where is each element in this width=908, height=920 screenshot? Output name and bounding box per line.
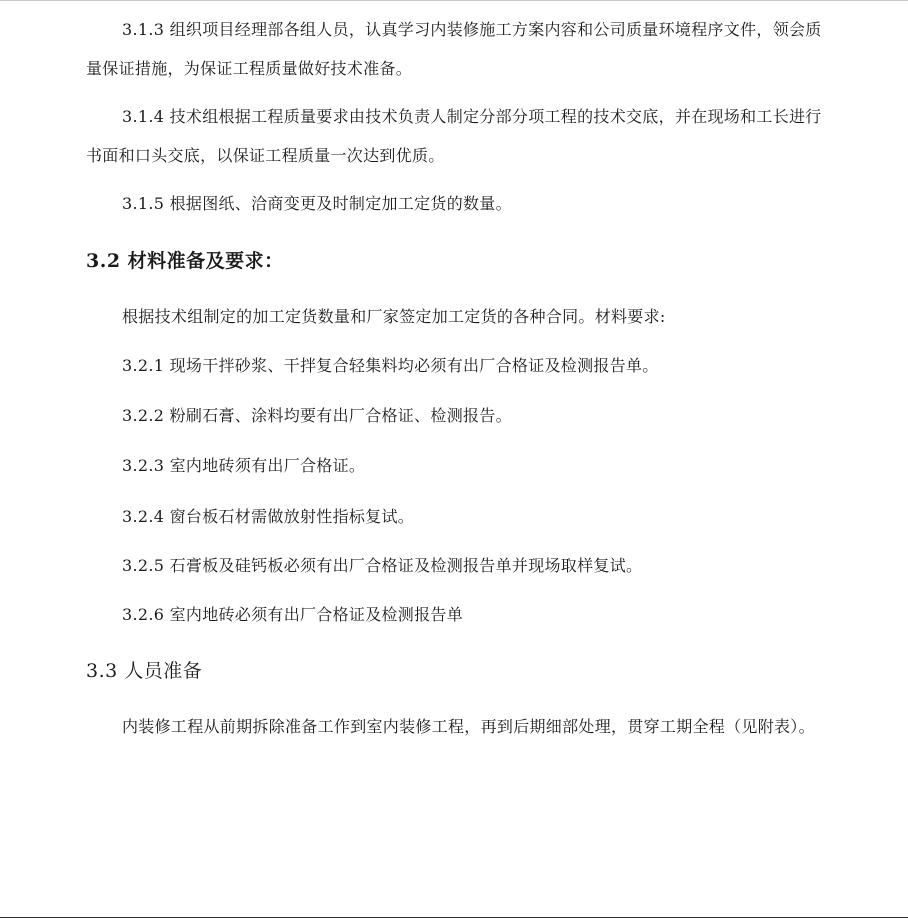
heading-3-3: 3.3 人员准备	[86, 660, 203, 682]
paragraph-3-1-4: 3.1.4 技术组根据工程质量要求由技术负责人制定分部分项工程的技术交底，并在现场和工长进行书面和口头交底，以保证工程质量一次达到优质。	[86, 107, 822, 165]
paragraph-3-1-3: 3.1.3 组织项目经理部各组人员，认真学习内装修施工方案内容和公司质量环境程序文件，领会质量保证措施，为保证工程质量做好技术准备。	[86, 20, 822, 78]
bottom-border	[0, 917, 908, 918]
paragraph-3-2-6: 3.2.6 室内地砖必须有出厂合格证及检测报告单	[122, 605, 463, 624]
paragraph-3-2-3: 3.2.3 室内地砖须有出厂合格证。	[122, 456, 366, 475]
paragraph-3-2-intro: 根据技术组制定的加工定货数量和厂家签定加工定货的各种合同。材料要求:	[122, 307, 666, 326]
paragraph-3-2-2: 3.2.2 粉刷石膏、涂料均要有出厂合格证、检测报告。	[122, 406, 512, 425]
heading-3-2: 3.2 材料准备及要求：	[86, 250, 284, 272]
top-border	[0, 0, 908, 1]
paragraph-3-2-5: 3.2.5 石膏板及硅钙板必须有出厂合格证及检测报告单并现场取样复试。	[122, 556, 643, 575]
paragraph-3-2-1: 3.2.1 现场干拌砂浆、干拌复合轻集料均必须有出厂合格证及检测报告单。	[122, 356, 659, 375]
paragraph-3-1-5: 3.1.5 根据图纸、洽商变更及时制定加工定货的数量。	[122, 194, 512, 213]
paragraph-3-3: 内装修工程从前期拆除准备工作到室内装修工程，再到后期细部处理，贯穿工期全程（见附表）。	[122, 717, 815, 736]
paragraph-3-2-4: 3.2.4 窗台板石材需做放射性指标复试。	[122, 507, 415, 526]
